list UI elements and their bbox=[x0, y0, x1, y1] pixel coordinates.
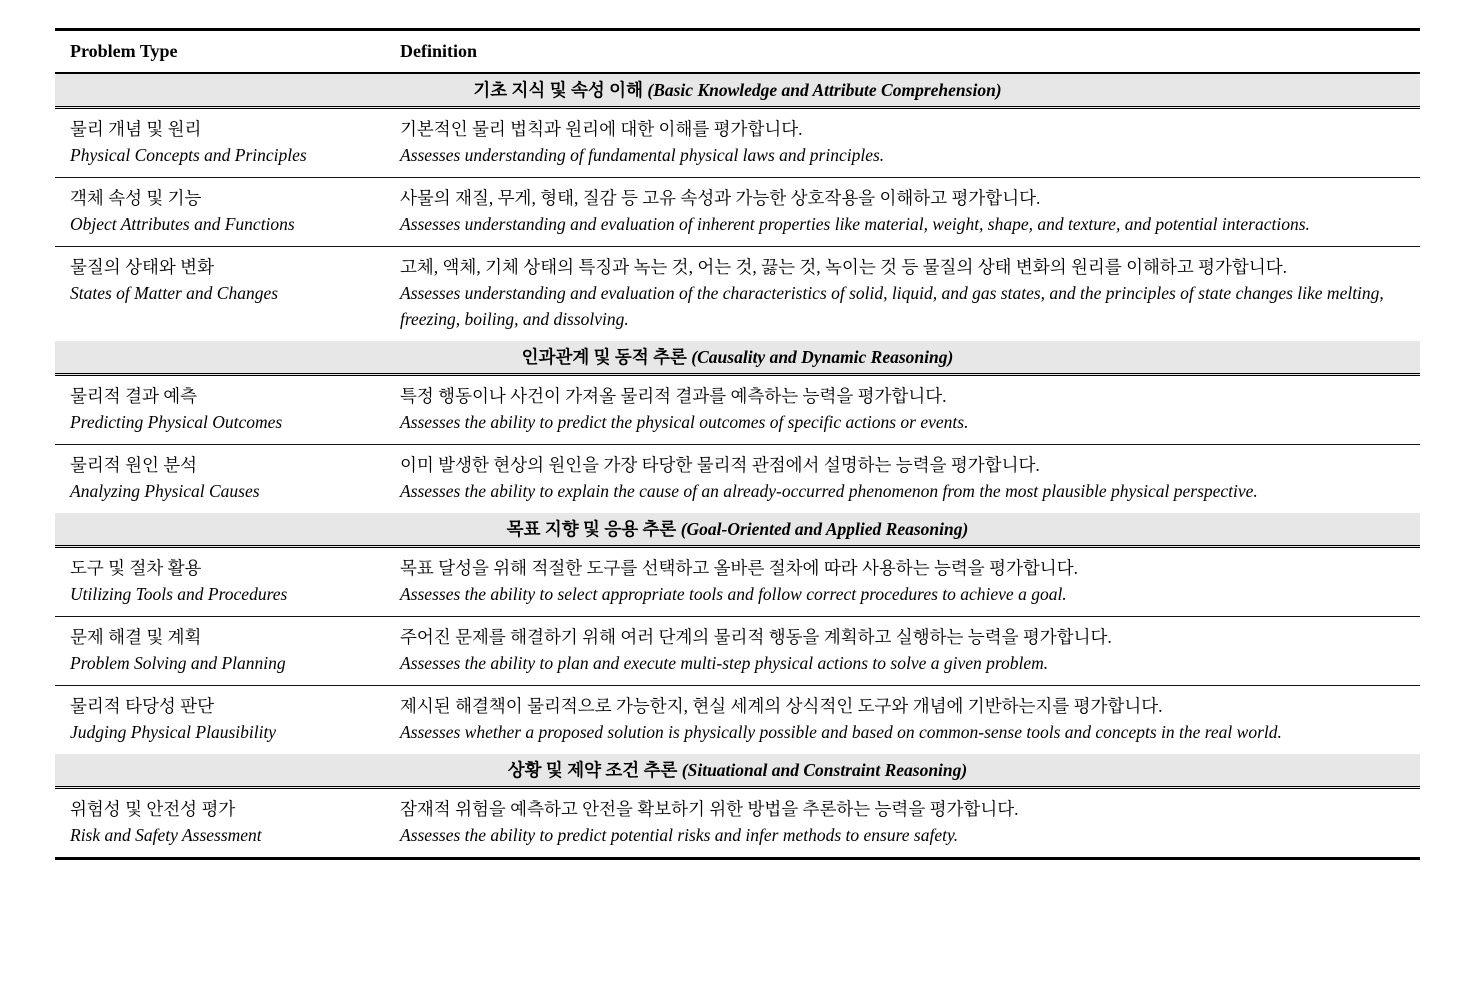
problem-type-korean: 물리적 타당성 판단 bbox=[70, 696, 214, 716]
definition-korean: 기본적인 물리 법칙과 원리에 대한 이해를 평가합니다. bbox=[400, 119, 803, 139]
problem-type-korean: 물리적 결과 예측 bbox=[70, 386, 198, 406]
problem-type-korean: 도구 및 절차 활용 bbox=[70, 558, 202, 578]
problem-type-korean: 물질의 상태와 변화 bbox=[70, 257, 214, 277]
section-title-korean: 기초 지식 및 속성 이해 bbox=[473, 80, 648, 100]
section-header bbox=[55, 513, 1420, 548]
definition-korean: 제시된 해결책이 물리적으로 가능한지, 현실 세계의 상식적인 도구와 개념에 기반하는지를 평가합니다. bbox=[400, 696, 1163, 716]
table-row bbox=[55, 617, 1420, 686]
table-row bbox=[55, 445, 1420, 513]
definition-english: Assesses the ability to predict the physical outcomes of specific actions or events. bbox=[400, 412, 969, 432]
section-title-english: (Goal-Oriented and Applied Reasoning) bbox=[680, 519, 969, 539]
table-row bbox=[55, 789, 1420, 857]
definition-korean: 고체, 액체, 기체 상태의 특징과 녹는 것, 어는 것, 끓는 것, 녹이는 것 등 물질의 상태 변화의 원리를 이해하고 평가합니다. bbox=[400, 257, 1288, 277]
problem-type-english: Problem Solving and Planning bbox=[70, 653, 286, 673]
section-header bbox=[55, 754, 1420, 789]
problem-type-korean: 문제 해결 및 계획 bbox=[70, 627, 202, 647]
problem-type-english: Utilizing Tools and Procedures bbox=[70, 584, 288, 604]
problem-type-english: States of Matter and Changes bbox=[70, 283, 279, 303]
definition-english: Assesses understanding and evaluation of the characteristics of solid, liquid, and gas states, and the principles of state changes like melting, freezing, boiling, and dissolving. bbox=[400, 283, 1384, 329]
definition-english: Assesses the ability to explain the cause of an already-occurred phenomenon from the most plausible physical perspective. bbox=[400, 481, 1258, 501]
section-header bbox=[55, 74, 1420, 109]
definition-english: Assesses understanding and evaluation of inherent properties like material, weight, shape, and texture, and potential interactions. bbox=[400, 214, 1310, 234]
definition-english: Assesses the ability to select appropriate tools and follow correct procedures to achieve a goal. bbox=[400, 584, 1067, 604]
problem-type-korean: 위험성 및 안전성 평가 bbox=[70, 799, 236, 819]
problem-type-english: Analyzing Physical Causes bbox=[70, 481, 260, 501]
section-title-korean: 목표 지향 및 응용 추론 bbox=[506, 519, 681, 539]
definition-english: Assesses understanding of fundamental physical laws and principles. bbox=[400, 145, 885, 165]
problem-type-english: Predicting Physical Outcomes bbox=[70, 412, 283, 432]
table-row bbox=[55, 247, 1420, 341]
problem-type-korean: 물리적 원인 분석 bbox=[70, 455, 198, 475]
problem-type-korean: 물리 개념 및 원리 bbox=[70, 119, 202, 139]
problem-type-english: Physical Concepts and Principles bbox=[70, 145, 307, 165]
table-body bbox=[55, 74, 1420, 857]
definition-korean: 주어진 문제를 해결하기 위해 여러 단계의 물리적 행동을 계획하고 실행하는 능력을 평가합니다. bbox=[400, 627, 1112, 647]
problem-type-english: Object Attributes and Functions bbox=[70, 214, 295, 234]
problem-type-korean: 객체 속성 및 기능 bbox=[70, 188, 202, 208]
table-row bbox=[55, 548, 1420, 617]
definition-english: Assesses the ability to predict potential risks and infer methods to ensure safety. bbox=[400, 825, 959, 845]
definition-korean: 잠재적 위험을 예측하고 안전을 확보하기 위한 방법을 추론하는 능력을 평가합니다. bbox=[400, 799, 1019, 819]
definition-korean: 이미 발생한 현상의 원인을 가장 타당한 물리적 관점에서 설명하는 능력을 평가합니다. bbox=[400, 455, 1040, 475]
definition-korean: 사물의 재질, 무게, 형태, 질감 등 고유 속성과 가능한 상호작용을 이해하고 평가합니다. bbox=[400, 188, 1041, 208]
definition-english: Assesses the ability to plan and execute multi-step physical actions to solve a given problem. bbox=[400, 653, 1049, 673]
table-row bbox=[55, 686, 1420, 754]
table-row bbox=[55, 109, 1420, 178]
table-row bbox=[55, 376, 1420, 445]
problem-type-english: Risk and Safety Assessment bbox=[70, 825, 262, 845]
definition-english: Assesses whether a proposed solution is physically possible and based on common-sense tools and concepts in the real world. bbox=[400, 722, 1282, 742]
section-title-english: (Situational and Constraint Reasoning) bbox=[681, 760, 968, 780]
section-title-korean: 상황 및 제약 조건 추론 bbox=[507, 760, 682, 780]
section-title-english: (Causality and Dynamic Reasoning) bbox=[691, 347, 954, 367]
definition-korean: 목표 달성을 위해 적절한 도구를 선택하고 올바른 절차에 따라 사용하는 능력을 평가합니다. bbox=[400, 558, 1078, 578]
section-header bbox=[55, 341, 1420, 376]
table-header-row bbox=[55, 31, 1420, 74]
definition-korean: 특정 행동이나 사건이 가져올 물리적 결과를 예측하는 능력을 평가합니다. bbox=[400, 386, 947, 406]
section-title-english: (Basic Knowledge and Attribute Comprehension) bbox=[647, 80, 1002, 100]
problem-type-definition-table bbox=[55, 28, 1420, 860]
section-title-korean: 인과관계 및 동적 추론 bbox=[521, 347, 692, 367]
column-header-definition: Definition bbox=[400, 41, 478, 61]
column-header-problem-type: Problem Type bbox=[70, 41, 178, 61]
problem-type-english: Judging Physical Plausibility bbox=[70, 722, 277, 742]
table-row bbox=[55, 178, 1420, 247]
